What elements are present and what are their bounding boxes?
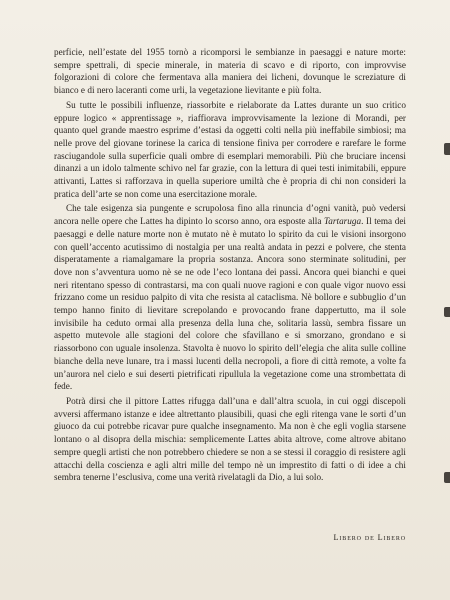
page-edge-mark xyxy=(444,307,450,317)
article-body xyxy=(54,46,406,484)
author-signature: Libero de Libero xyxy=(333,533,406,542)
paragraph-4: Potrà dirsi che il pittore Lattes rifugga dall’una e dall’altra scuola, in cui oggi discepoli avversi affermano istanze e idee altrettanto plausibili, quasi che egli ritenga vane le sorti d’un giuoco da cui potrebbe ricavar pure qualche insegnamento. Ma non è che egli voglia starsene lontano o al disopra della mischia: semplicemente Lattes abita altrove, come altrove abitano sempre quegli artisti che non potrebbero chiedere se non a se stessi il coraggio di resistere agli attacchi della coscienza e agli altri mille del tempo nè un imprestito di fatti o di idee a chi sembra tenerne l’esclusiva, come una verità rivelatagli da Dio, a lui solo. xyxy=(54,395,406,483)
page-edge-mark xyxy=(444,143,450,155)
page-edge-mark xyxy=(444,472,450,483)
paragraph-3: Che tale esigenza sia pungente e scrupolosa fino alla rinuncia d’ogni vanità, può vedersi ancora nelle opere che Lattes ha dipinto lo scorso anno, ora esposte alla Tartaruga. Il tema dei paesaggi e delle nature morte non è mutato nè è mutato lo spirito da cui le visioni insorgono con quell’accento acutissimo di nostalgia per una realtà andata in pezzi e polvere, che stenta disperatamente a riamalgamare la propria sostanza. Ancora sono sterminate solitudini, per dove non s’avventura uomo nè se ne ode l’eco lontana dei passi. Ancora quei bianchi e quei neri ritentano spesso di contrastarsi, ma con quali nuove ragioni e con quale vigor nuovo essi frizzano come un residuo palpito di vita che resista al cataclisma. Nè bollore e subbuglio d’un tempo hanno finito di lievitare screpolando e provocando frane dappertutto, ma il sole invisibile ha ceduto ormai alla presenza della luna che, solitaria lassù, sembra fissare un aspetto mutevole alle stagioni del colore che sfavillano e si smorzano, grondano e si riassorbono con uguale insolenza. Stavolta è nuovo lo spirito dell’elegia che alita sulle colline bianche della neve lunare, tra i massi lucenti della necropoli, a fiore di città remote, a volte fa un’aurora nel cielo e sui deserti pietrificati ripullula la vegetazione come una strombettata di fede. xyxy=(54,203,407,392)
paragraph-2: Su tutte le possibili influenze, riassorbite e rielaborate da Lattes durante un suo critico eppure logico « apprentissage », riaffiorava improvvisamente la lezione di Morandi, per quanto quel grande maestro esprime d’estasi da oggetti colti nella più ineffabile simbiosi; ma nelle prove del giovane torinese la carica di tensione finiva per corrodere e rarefare le forme rasciugandole sulla superficie quali ombre di esemplari memorabili. Più che bruciare incensi dinanzi a un idolo talmente schivo nel far grazie, con la lettura di quei testi inimitabili, eppure attivanti, Lattes si rafforzava in quella superiore umiltà che è propria di chi non consideri la pratica dell’arte se non come una esercitazione morale. xyxy=(54,99,406,199)
paragraph-1: perficie, nell’estate del 1955 tornò a ricomporsi le sembianze in paesaggi e nature morte: sempre spettrali, di specie minerale, in materia di scavo e di riporto, con improvvise folgorazioni di colore che fermentava alla maniera dei licheni, dovunque le screziature di bianco e di nero laceranti come urli, la vegetazione lievitante e più folta. xyxy=(54,47,406,96)
gallery-name: Tartaruga xyxy=(324,216,362,227)
